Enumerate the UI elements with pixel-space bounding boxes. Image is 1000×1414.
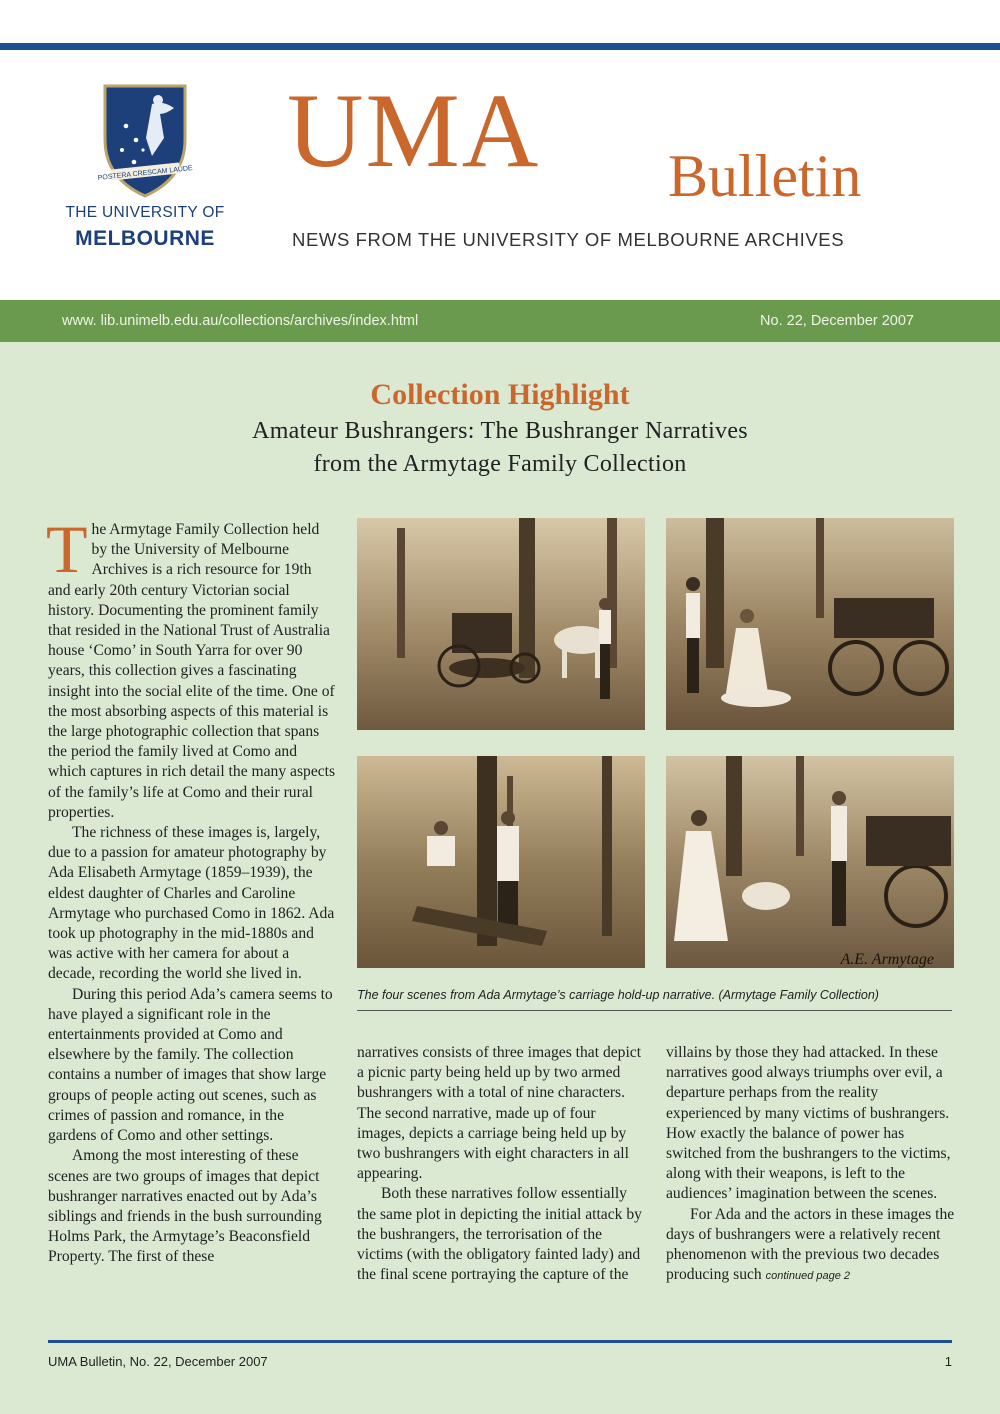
- paragraph: The Armytage Family Collection held by the University of Melbourne Archives is a rich resource for 19th and early 20th century Victorian social history. Documenting the prominent family that resided in the National Trust of Australia house ‘Como’ in South Yarra for over 90 years, this collection gives a fascinating insight into the social elite of the time. One of the most absorbing aspects of this material is the large photographic collection that spans the period the family lived at Como and which captures in rich detail the many aspects of the family’s life at Como and their rural properties.: [46, 511, 336, 821]
- article-title-line2: from the Armytage Family Collection: [313, 451, 687, 477]
- paragraph: villains by those they had attacked. In these narratives good always triumphs over evil, a departure perhaps from the reality experienced by many victims of bushrangers. How exactly the balance of power has switched from the bushrangers to the victims, along with their weapons, is left to the audiences’ imagination between the scenes.: [666, 1044, 951, 1203]
- continued-link[interactable]: continued page 2: [765, 1270, 851, 1283]
- article-column-3: [666, 1043, 956, 1286]
- photo-confrontation: [666, 518, 954, 730]
- paragraph: The richness of these images is, largely, due to a passion for amateur photography by Ada Elisabeth Armytage (1859–1939), the eldest daughter of Charles and Caroline Armytage who purchased Como in 1862. Ada took up photography in the mid-1880s and was active with her camera for about a decade, recording the world she lived in.: [48, 824, 335, 983]
- university-name-line2: MELBOURNE: [75, 227, 215, 250]
- crest-icon: [48, 78, 242, 202]
- page-number: 1: [944, 1354, 952, 1369]
- paragraph: During this period Ada’s camera seems to have played a significant role in the entertainments provided at Como and elsewhere by the family. The collection contains a number of images that show large groups of people acting out scenes, such as crimes of passion and romance, in the gardens of Como and other settings.: [48, 985, 333, 1145]
- paragraph: For Ada and the actors in these images the days of bushrangers were a relatively recent phenomenon with the previous two decades producing such continued page 2: [666, 1205, 955, 1284]
- issue-number: No. 22, December 2007: [760, 313, 914, 329]
- photo-caption: The four scenes from Ada Armytage’s carriage hold-up narrative. (Armytage Family Collection): [357, 988, 879, 1002]
- masthead-title: UMA: [287, 72, 541, 189]
- university-name-line1: THE UNIVERSITY OF: [65, 204, 225, 221]
- photographer-signature: A.E. Armytage: [840, 951, 934, 968]
- article-title-line1: Amateur Bushrangers: The Bushranger Narratives: [252, 418, 748, 444]
- photo-capture: [666, 756, 954, 968]
- footer-rule: [48, 1340, 952, 1343]
- article-column-1: [46, 511, 336, 1268]
- paragraph: Both these narratives follow essentially the same plot in depicting the initial attack by the bushrangers, the terrorisation of the victims (with the obligatory fainted lady) and the final scene portraying the capture of the: [357, 1185, 642, 1284]
- masthead-subtitle: Bulletin: [668, 143, 862, 209]
- paragraph: narratives consists of three images that depict a picnic party being held up by two armed bushrangers with a total of nine characters. The second narrative, made up of four images, depicts a carriage being held up by two bushrangers with eight characters in all appearing.: [357, 1044, 642, 1183]
- photo-bushranger-bound: [357, 756, 645, 968]
- university-logo: [48, 78, 242, 268]
- article-column-2: [357, 1043, 647, 1285]
- paragraph: Among the most interesting of these scenes are two groups of images that depict bushranger narratives enacted out by Ada’s siblings and friends in the bush surrounding Holms Park, the Armytage’s Beaconsfield Property. The first of these: [48, 1147, 322, 1266]
- info-bar: [0, 300, 1000, 342]
- archives-url[interactable]: www. lib.unimelb.edu.au/collections/archives/index.html: [62, 313, 419, 329]
- masthead-tagline: NEWS FROM THE UNIVERSITY OF MELBOURNE ARCHIVES: [292, 229, 845, 250]
- drop-cap: T: [46, 511, 88, 587]
- top-rule: [0, 43, 1000, 50]
- crest-motto: POSTERA CRESCAM LAUDE: [97, 165, 194, 182]
- photo-carriage-holdup: [357, 518, 645, 730]
- caption-divider: [357, 1010, 952, 1011]
- footer-publication: UMA Bulletin, No. 22, December 2007: [48, 1354, 268, 1369]
- section-kicker: Collection Highlight: [370, 378, 630, 411]
